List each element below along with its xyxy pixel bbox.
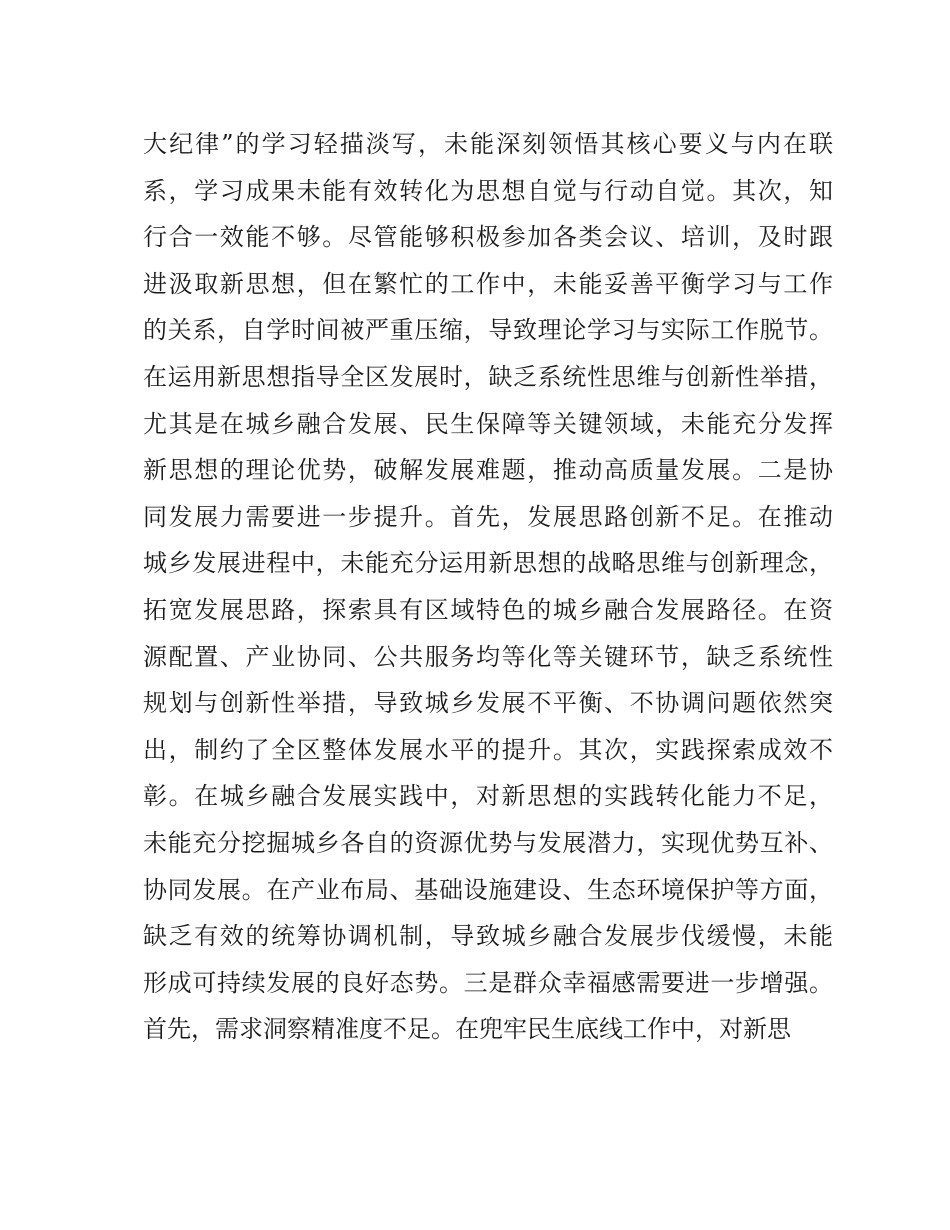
text-line: 系，学习成果未能有效转化为思想自觉与行动自觉。其次，知 bbox=[143, 176, 833, 205]
text-line: 规划与创新性举措，导致城乡发展不平衡、不协调问题依然突 bbox=[143, 689, 833, 718]
text-line: 在运用新思想指导全区发展时，缺乏系统性思维与创新性举措， bbox=[143, 362, 833, 391]
text-line: 进汲取新思想，但在繁忙的工作中，未能妥善平衡学习与工作 bbox=[143, 269, 833, 298]
body-text bbox=[143, 121, 833, 1053]
text-line: 大纪律”的学习轻描淡写，未能深刻领悟其核心要义与内在联 bbox=[143, 130, 833, 158]
text-line: 形成可持续发展的良好态势。三是群众幸福感需要进一步增强。 bbox=[143, 968, 833, 997]
text-line: 彰。在城乡融合发展实践中，对新思想的实践转化能力不足， bbox=[143, 782, 833, 811]
text-line: 出，制约了全区整体发展水平的提升。其次，实践探索成效不 bbox=[143, 735, 833, 764]
text-line: 同发展力需要进一步提升。首先，发展思路创新不足。在推动 bbox=[143, 502, 833, 531]
text-line: 的关系，自学时间被严重压缩，导致理论学习与实际工作脱节。 bbox=[143, 316, 833, 345]
text-line: 首先，需求洞察精准度不足。在兜牢民生底线工作中，对新思 bbox=[143, 1015, 791, 1044]
text-line: 协同发展。在产业布局、基础设施建设、生态环境保护等方面， bbox=[143, 875, 833, 904]
text-line: 缺乏有效的统筹协调机制，导致城乡融合发展步伐缓慢，未能 bbox=[143, 922, 833, 951]
text-line: 未能充分挖掘城乡各自的资源优势与发展潜力，实现优势互补、 bbox=[143, 828, 833, 857]
text-line: 城乡发展进程中，未能充分运用新思想的战略思维与创新理念， bbox=[143, 549, 833, 578]
text-line: 尤其是在城乡融合发展、民生保障等关键领域，未能充分发挥 bbox=[143, 409, 833, 438]
text-line: 新思想的理论优势，破解发展难题，推动高质量发展。二是协 bbox=[143, 456, 833, 485]
text-line: 拓宽发展思路，探索具有区域特色的城乡融合发展路径。在资 bbox=[143, 595, 833, 624]
text-line: 源配置、产业协同、公共服务均等化等关键环节，缺乏系统性 bbox=[143, 642, 833, 671]
text-line: 行合一效能不够。尽管能够积极参加各类会议、培训，及时跟 bbox=[143, 223, 833, 252]
